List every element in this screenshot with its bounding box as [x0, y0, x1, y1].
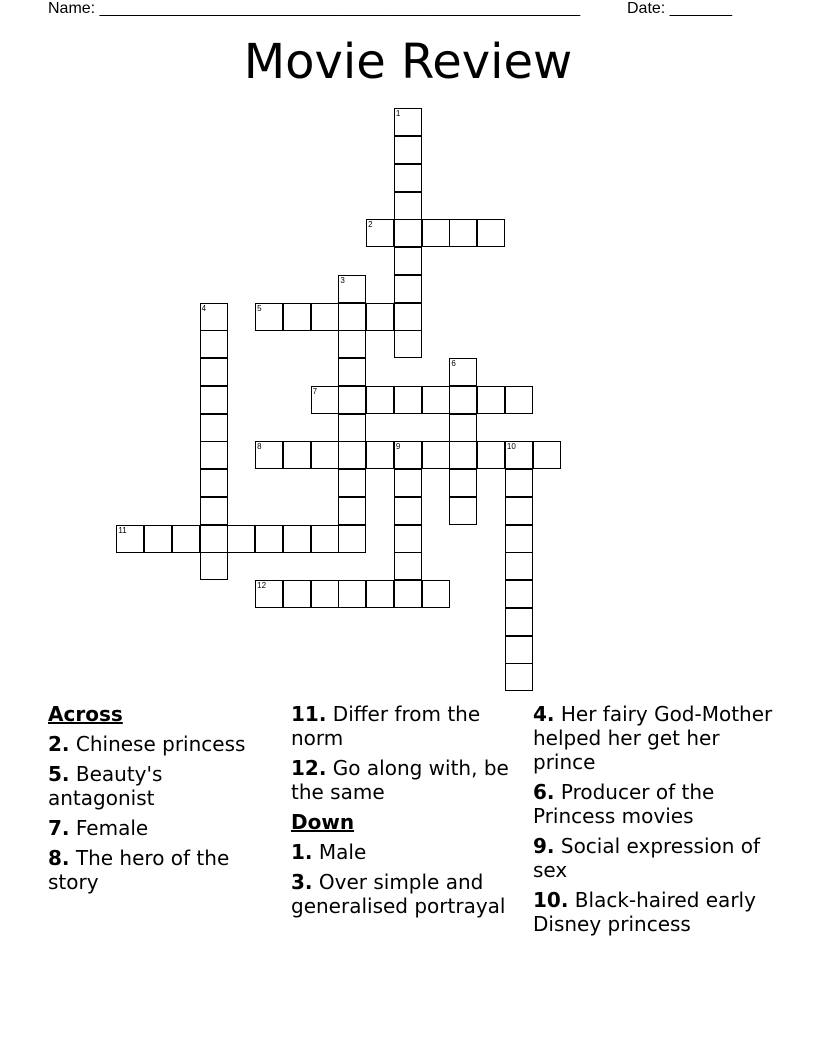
- clues-column-2: [291, 702, 516, 924]
- crossword-cell[interactable]: [422, 219, 450, 247]
- crossword-cell[interactable]: [338, 275, 366, 303]
- crossword-cell[interactable]: [505, 663, 533, 691]
- crossword-cell[interactable]: [338, 386, 366, 414]
- crossword-cell[interactable]: [394, 330, 422, 358]
- clue-down-1: [291, 840, 516, 864]
- crossword-cell[interactable]: [477, 386, 505, 414]
- cell-number: 8: [257, 442, 262, 452]
- crossword-cell[interactable]: [394, 219, 422, 247]
- cell-number: 9: [395, 442, 401, 452]
- crossword-cell[interactable]: [505, 580, 533, 608]
- down-heading: Down: [291, 810, 355, 834]
- clue-text: Producer of the Princess movies: [533, 780, 715, 828]
- crossword-cell[interactable]: [394, 192, 422, 220]
- cell-number: 10: [506, 442, 516, 452]
- crossword-cell[interactable]: [144, 525, 172, 553]
- crossword-cell[interactable]: [394, 164, 422, 192]
- crossword-cell[interactable]: [255, 303, 283, 331]
- clue-across-2: [48, 732, 273, 756]
- clue-number: 5.: [48, 762, 70, 786]
- crossword-cell[interactable]: [338, 330, 366, 358]
- crossword-cell[interactable]: [311, 441, 339, 469]
- crossword-cell[interactable]: [505, 525, 533, 553]
- clue-number: 7.: [48, 816, 70, 840]
- crossword-cell[interactable]: [366, 303, 394, 331]
- across-heading: Across: [48, 702, 123, 726]
- crossword-cell[interactable]: [338, 414, 366, 442]
- crossword-cell[interactable]: [338, 358, 366, 386]
- crossword-cell[interactable]: [366, 386, 394, 414]
- crossword-cell[interactable]: [283, 303, 311, 331]
- crossword-cell[interactable]: [477, 219, 505, 247]
- crossword-cell[interactable]: [311, 386, 339, 414]
- clue-number: 10.: [533, 888, 569, 912]
- clue-number: 11.: [291, 702, 327, 726]
- cell-number: 12: [257, 581, 267, 591]
- cell-number: 1: [395, 109, 401, 119]
- crossword-cell[interactable]: [200, 525, 228, 553]
- crossword-cell[interactable]: [200, 303, 228, 331]
- crossword-cell[interactable]: [422, 580, 450, 608]
- crossword-cell[interactable]: [338, 441, 366, 469]
- crossword-cell[interactable]: [366, 219, 394, 247]
- clue-down-6: [533, 780, 773, 828]
- crossword-cell[interactable]: [394, 108, 422, 136]
- clue-number: 6.: [533, 780, 555, 804]
- clues-column-3: [533, 702, 773, 942]
- clue-number: 2.: [48, 732, 70, 756]
- crossword-cell[interactable]: [505, 497, 533, 525]
- crossword-cell[interactable]: [338, 469, 366, 497]
- crossword-cell[interactable]: [255, 441, 283, 469]
- crossword-cell[interactable]: [283, 580, 311, 608]
- crossword-cell[interactable]: [394, 525, 422, 553]
- crossword-cell[interactable]: [200, 469, 228, 497]
- crossword-cell[interactable]: [338, 525, 366, 553]
- clue-across-11: [291, 702, 516, 750]
- date-line[interactable]: Date: _______: [627, 0, 732, 17]
- crossword-cell[interactable]: [394, 497, 422, 525]
- crossword-cell[interactable]: [311, 525, 339, 553]
- crossword-cell[interactable]: [366, 580, 394, 608]
- clue-down-10: [533, 888, 773, 936]
- clue-number: 3.: [291, 870, 313, 894]
- name-line[interactable]: Name: ______________________________________________________: [48, 0, 581, 17]
- crossword-cell[interactable]: [394, 580, 422, 608]
- clue-text: Beauty's antagonist: [48, 762, 163, 810]
- clue-down-4: [533, 702, 773, 774]
- crossword-cell[interactable]: [505, 386, 533, 414]
- crossword-cell[interactable]: [255, 525, 283, 553]
- crossword-cell[interactable]: [449, 386, 477, 414]
- clue-number: 12.: [291, 756, 327, 780]
- crossword-cell[interactable]: [200, 414, 228, 442]
- crossword-cell[interactable]: [200, 386, 228, 414]
- crossword-cell[interactable]: [200, 358, 228, 386]
- crossword-cell[interactable]: [116, 525, 144, 553]
- crossword-cell[interactable]: [283, 441, 311, 469]
- crossword-cell[interactable]: [172, 525, 200, 553]
- cell-number: 4: [201, 303, 207, 313]
- crossword-cell[interactable]: [394, 386, 422, 414]
- page-title: Movie Review: [243, 34, 573, 90]
- clue-text: Social expression of sex: [533, 834, 761, 882]
- crossword-cell[interactable]: [449, 358, 477, 386]
- crossword-cell[interactable]: [394, 275, 422, 303]
- clue-text: Over simple and generalised portrayal: [291, 870, 506, 918]
- crossword-cell[interactable]: [338, 580, 366, 608]
- clue-number: 1.: [291, 840, 313, 864]
- crossword-cell[interactable]: [200, 497, 228, 525]
- crossword-cell[interactable]: [505, 608, 533, 636]
- crossword-cell[interactable]: [394, 136, 422, 164]
- cell-number: 7: [312, 386, 318, 396]
- cell-number: 5: [257, 303, 262, 313]
- clue-text: Chinese princess: [75, 732, 246, 756]
- cell-number: 6: [451, 359, 456, 369]
- crossword-cell[interactable]: [505, 469, 533, 497]
- clue-text: Female: [75, 816, 149, 840]
- crossword-cell[interactable]: [227, 525, 255, 553]
- crossword-cell[interactable]: [505, 552, 533, 580]
- clue-text: The hero of the story: [48, 846, 230, 894]
- cell-number: 11: [118, 525, 127, 535]
- clue-text: Her fairy God-Mother helped her get her prince: [533, 702, 773, 774]
- crossword-cell[interactable]: [394, 303, 422, 331]
- clue-number: 8.: [48, 846, 70, 870]
- cell-number: 2: [368, 220, 373, 230]
- crossword-cell[interactable]: [394, 441, 422, 469]
- clue-number: 9.: [533, 834, 555, 858]
- clue-down-3: [291, 870, 516, 918]
- clue-across-5: [48, 762, 273, 810]
- clue-text: Male: [318, 840, 367, 864]
- crossword-cell[interactable]: [394, 247, 422, 275]
- crossword-cell[interactable]: [422, 441, 450, 469]
- crossword-cell[interactable]: [533, 441, 561, 469]
- crossword-cell[interactable]: [449, 219, 477, 247]
- crossword-cell[interactable]: [394, 469, 422, 497]
- crossword-cell[interactable]: [505, 636, 533, 664]
- crossword-cell[interactable]: [338, 497, 366, 525]
- crossword-cell[interactable]: [255, 580, 283, 608]
- crossword-cell[interactable]: [505, 441, 533, 469]
- clue-across-12: [291, 756, 516, 804]
- crossword-cell[interactable]: [394, 552, 422, 580]
- crossword-cell[interactable]: [200, 552, 228, 580]
- crossword-cell[interactable]: [449, 414, 477, 442]
- crossword-cell[interactable]: [338, 303, 366, 331]
- clue-across-8: [48, 846, 273, 894]
- cell-number: 3: [340, 275, 345, 285]
- crossword-cell[interactable]: [449, 441, 477, 469]
- clue-number: 4.: [533, 702, 555, 726]
- crossword-cell[interactable]: [449, 469, 477, 497]
- clue-text: Black-haired early Disney princess: [533, 888, 756, 936]
- clue-across-7: [48, 816, 273, 840]
- clue-text: Go along with, be the same: [291, 756, 509, 804]
- crossword-cell[interactable]: [200, 330, 228, 358]
- crossword-cell[interactable]: [449, 497, 477, 525]
- crossword-cell[interactable]: [283, 525, 311, 553]
- clues-column-1: [48, 702, 273, 900]
- crossword-cell[interactable]: [311, 303, 339, 331]
- crossword-cell[interactable]: [311, 580, 339, 608]
- crossword-cell[interactable]: [366, 441, 394, 469]
- crossword-cell[interactable]: [422, 386, 450, 414]
- clue-text: Differ from the norm: [291, 702, 481, 750]
- crossword-cell[interactable]: [477, 441, 505, 469]
- clue-down-9: [533, 834, 773, 882]
- crossword-cell[interactable]: [200, 441, 228, 469]
